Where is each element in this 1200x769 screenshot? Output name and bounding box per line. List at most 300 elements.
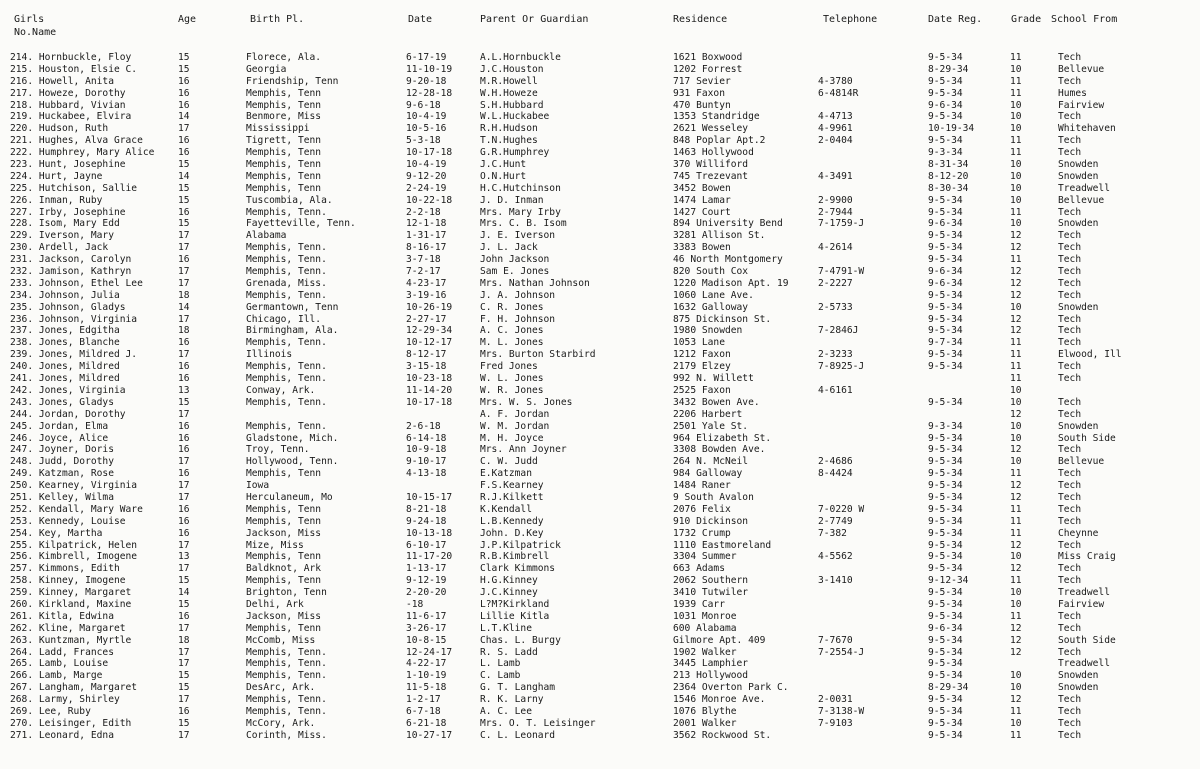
birth-place: Memphis, Tenn. [246,670,327,682]
residence: 2501 Yale St. [673,420,749,432]
residence: 46 North Montgomery [673,254,783,266]
parent-guardian: Chas. L. Burgy [480,634,561,646]
student-name: 245. Jordan, Elma [10,420,109,432]
date-registered: 9-6-34 [928,622,963,634]
telephone: 2-7944 [818,206,853,218]
grade: 11 [1010,206,1022,218]
birth-place: Memphis, Tenn [246,170,322,182]
school-from: Tech [1058,491,1082,503]
header-parent: Parent Or Guardian [480,14,589,25]
telephone: 2-2227 [818,277,853,289]
birth-place: Memphis, Tenn. [246,646,327,658]
birth-place: Mississippi [246,123,310,135]
residence: 3410 Tutwiler [673,587,749,599]
grade: 10 [1010,123,1022,135]
residence: 1474 Lamar [673,194,731,206]
birth-place: Florece, Ala. [246,52,322,63]
student-age: 17 [178,563,190,575]
parent-guardian: Mrs. O. T. Leisinger [480,717,596,729]
grade: 12 [1010,634,1022,646]
grade: 12 [1010,491,1022,503]
birth-place: Troy, Tenn. [246,444,310,456]
birth-place: Germantown, Tenn [246,301,339,313]
student-name: 244. Jordan, Dorothy [10,408,126,420]
birth-date: 3-19-16 [406,289,447,301]
telephone: 2-4686 [818,456,853,468]
birth-date: 11-17-20 [406,551,453,563]
student-age: 16 [178,527,190,539]
school-from: Snowden [1058,670,1099,682]
student-name: 233. Johnson, Ethel Lee [10,277,143,289]
student-age: 13 [178,551,190,563]
parent-guardian: C. W. Judd [480,456,538,468]
student-age: 16 [178,135,190,147]
school-from: Tech [1058,313,1082,325]
student-name: 230. Ardell, Jack [10,242,109,254]
parent-guardian: H.C.Hutchinson [480,182,561,194]
grade: 10 [1010,182,1022,194]
student-age: 15 [178,598,190,610]
parent-guardian: M. H. Joyce [480,432,544,444]
residence: 2001 Walker [673,717,737,729]
table-row [0,135,1200,147]
student-name: 251. Kelley, Wilma [10,491,114,503]
parent-guardian: S.H.Hubbard [480,99,544,111]
student-name: 229. Iverson, Mary [10,230,114,242]
school-from: Tech [1058,408,1082,420]
telephone: 2-0404 [818,135,853,147]
date-registered: 9-5-34 [928,444,963,456]
parent-guardian: L?M?Kirkland [480,598,550,610]
parent-guardian: J. A. Johnson [480,289,556,301]
student-name: 214. Hornbuckle, Floy [10,52,132,63]
telephone: 4-3491 [818,170,853,182]
grade: 10 [1010,111,1022,123]
parent-guardian: R.B.Kimbrell [480,551,550,563]
school-from: Treadwell [1058,587,1110,599]
school-from: Tech [1058,729,1082,741]
school-from: Tech [1058,539,1082,551]
residence: 2076 Felix [673,503,731,515]
date-registered: 8-12-20 [928,170,969,182]
birth-date: 5-3-18 [406,135,441,147]
school-from: Tech [1058,373,1082,385]
grade: 10 [1010,63,1022,75]
table-row [0,587,1200,599]
grade: 11 [1010,373,1022,385]
grade: 12 [1010,242,1022,254]
student-name: 248. Judd, Dorothy [10,456,114,468]
school-from: Elwood, Ill [1058,349,1122,361]
telephone: 7-0220 W [818,503,865,515]
student-name: 243. Jones, Gladys [10,396,114,408]
birth-place: Memphis, Tenn [246,99,322,111]
parent-guardian: F. H. Johnson [480,313,556,325]
school-from: Tech [1058,694,1082,706]
school-from: Tech [1058,325,1082,337]
birth-place: Corinth, Miss. [246,729,327,741]
telephone: 4-3780 [818,75,853,87]
grade: 11 [1010,468,1022,480]
birth-date: 10-5-16 [406,123,447,135]
student-age: 17 [178,480,190,492]
grade: 10 [1010,587,1022,599]
school-from: Treadwell [1058,182,1110,194]
school-from: Snowden [1058,420,1099,432]
date-registered: 9-5-34 [928,515,963,527]
parent-guardian: W. L. Jones [480,373,544,385]
date-registered: 9-5-34 [928,717,963,729]
grade: 10 [1010,194,1022,206]
table-row [0,480,1200,492]
birth-place: McCory, Ark. [246,717,316,729]
grade: 11 [1010,705,1022,717]
student-name: 227. Irby, Josephine [10,206,126,218]
student-name: 271. Leonard, Edna [10,729,114,741]
student-name: 226. Inman, Ruby [10,194,103,206]
student-age: 17 [178,313,190,325]
birth-place: Memphis, Tenn. [246,373,327,385]
residence: 9 South Avalon [673,491,754,503]
grade: 10 [1010,670,1022,682]
school-from: Bellevue [1058,194,1105,206]
telephone: 7-1759-J [818,218,865,230]
table-row [0,528,1200,540]
birth-date: 10-26-19 [406,301,453,313]
date-registered: 9-5-34 [928,301,963,313]
student-name: 258. Kinney, Imogene [10,575,126,587]
residence: 3452 Bowen [673,182,731,194]
date-registered: 9-5-34 [928,551,963,563]
birth-date: 12-24-17 [406,646,453,658]
student-name: 235. Johnson, Gladys [10,301,126,313]
school-from: Treadwell [1058,658,1110,670]
date-registered: 9-5-34 [928,313,963,325]
date-registered: 8-29-34 [928,63,969,75]
parent-guardian: G.R.Humphrey [480,147,550,159]
birth-place: Baldknot, Ark [246,563,322,575]
birth-place: Iowa [246,480,270,492]
grade: 11 [1010,503,1022,515]
date-registered: 9-5-34 [928,610,963,622]
student-age: 15 [178,194,190,206]
date-registered: 9-5-34 [928,539,963,551]
date-registered: 8-29-34 [928,682,969,694]
residence: 964 Elizabeth St. [673,432,772,444]
table-row [0,563,1200,575]
date-registered: 9-6-34 [928,218,963,230]
school-from: Tech [1058,337,1082,349]
birth-date: 9-10-17 [406,456,447,468]
student-name: 219. Huckabee, Elvira [10,111,132,123]
birth-place: Memphis, Tenn. [246,242,327,254]
date-registered: 9-5-34 [928,527,963,539]
date-registered: 9-5-34 [928,325,963,337]
student-name: 223. Hunt, Josephine [10,159,126,171]
student-age: 16 [178,254,190,266]
grade: 12 [1010,694,1022,706]
student-age: 17 [178,694,190,706]
table-row [0,159,1200,171]
student-name: 261. Kitla, Edwina [10,610,114,622]
table-row [0,88,1200,100]
birth-date: 10-9-18 [406,444,447,456]
school-from: Fairview [1058,598,1105,610]
birth-place: Memphis, Tenn. [246,658,327,670]
student-name: 231. Jackson, Carolyn [10,254,132,266]
grade: 12 [1010,408,1022,420]
table-row [0,100,1200,112]
date-registered: 9-5-34 [928,242,963,254]
student-age: 18 [178,289,190,301]
grade: 10 [1010,551,1022,563]
residence: 1732 Crump [673,527,731,539]
residence: 370 Williford [673,159,749,171]
grade: 10 [1010,396,1022,408]
grade: 10 [1010,432,1022,444]
table-row [0,171,1200,183]
student-name: 222. Humphrey, Mary Alice [10,147,155,159]
date-registered: 9-5-34 [928,87,963,99]
residence: 992 N. Willett [673,373,754,385]
table-row [0,76,1200,88]
table-row [0,111,1200,123]
table-row [0,147,1200,159]
date-registered: 9-5-34 [928,230,963,242]
residence: 1463 Hollywood [673,147,754,159]
grade: 11 [1010,75,1022,87]
school-from: Bellevue [1058,456,1105,468]
parent-guardian: M.R.Howell [480,75,538,87]
birth-place: Delhi, Ark [246,598,304,610]
residence: 894 University Bend [673,218,783,230]
birth-date: 10-4-19 [406,111,447,123]
student-age: 17 [178,123,190,135]
telephone: 2-0031 [818,694,853,706]
table-row [0,195,1200,207]
parent-guardian: K.Kendall [480,503,532,515]
date-registered: 9-5-34 [928,503,963,515]
birth-place: Memphis, Tenn. [246,337,327,349]
student-age: 16 [178,705,190,717]
birth-place: Memphis, Tenn [246,551,322,563]
table-row [0,504,1200,516]
school-from: Tech [1058,503,1082,515]
grade: 10 [1010,159,1022,171]
grade: 11 [1010,515,1022,527]
school-from: Tech [1058,277,1082,289]
birth-place: Benmore, Miss [246,111,322,123]
birth-date: 2-24-19 [406,182,447,194]
birth-date: 4-13-18 [406,468,447,480]
student-age: 16 [178,373,190,385]
student-age: 17 [178,646,190,658]
birth-date: 7-2-17 [406,266,441,278]
parent-guardian: J. L. Jack [480,242,538,254]
student-name: 253. Kennedy, Louise [10,515,126,527]
telephone: 2-5733 [818,301,853,313]
grade: 11 [1010,87,1022,99]
student-name: 246. Joyce, Alice [10,432,109,444]
student-age: 16 [178,468,190,480]
school-from: Tech [1058,480,1082,492]
residence: 1053 Lane [673,337,725,349]
table-row [0,647,1200,659]
grade: 10 [1010,384,1022,396]
student-age: 15 [178,717,190,729]
student-name: 262. Kline, Margaret [10,622,126,634]
residence: 2206 Harbert [673,408,743,420]
birth-date: 10-27-17 [406,729,453,741]
student-age: 16 [178,420,190,432]
student-name: 257. Kimmons, Edith [10,563,120,575]
date-registered: 9-5-34 [928,361,963,373]
birth-date: 8-21-18 [406,503,447,515]
table-row [0,456,1200,468]
parent-guardian: Mrs. C. B. Isom [480,218,567,230]
grade: 11 [1010,361,1022,373]
residence: 910 Dickinson [673,515,749,527]
school-from: Tech [1058,254,1082,266]
table-row [0,52,1200,64]
date-registered: 10-19-34 [928,123,975,135]
grade: 11 [1010,135,1022,147]
school-from: Cheynne [1058,527,1099,539]
student-name: 218. Hubbard, Vivian [10,99,126,111]
student-name: 236. Johnson, Virginia [10,313,138,325]
table-row [0,718,1200,730]
table-row [0,635,1200,647]
birth-date: 1-2-17 [406,694,441,706]
student-age: 18 [178,325,190,337]
header-school: School From [1051,14,1118,25]
date-registered: 9-5-34 [928,563,963,575]
birth-date: 3-7-18 [406,254,441,266]
parent-guardian: C. R. Jones [480,301,544,313]
header-residence: Residence [673,14,728,25]
parent-guardian: M. L. Jones [480,337,544,349]
residence: 663 Adams [673,563,725,575]
parent-guardian: A. F. Jordan [480,408,550,420]
birth-place: Alabama [246,230,287,242]
telephone: 2-3233 [818,349,853,361]
student-age: 15 [178,682,190,694]
grade: 12 [1010,539,1022,551]
student-age: 16 [178,206,190,218]
student-age: 17 [178,242,190,254]
telephone: 4-6161 [818,384,853,396]
residence: 1546 Monroe Ave. [673,694,766,706]
student-age: 16 [178,444,190,456]
table-row [0,218,1200,230]
residence: 1060 Lane Ave. [673,289,754,301]
telephone: 7-2554-J [818,646,865,658]
school-from: Tech [1058,575,1082,587]
telephone: 2-9900 [818,194,853,206]
student-age: 17 [178,729,190,741]
student-age: 17 [178,266,190,278]
student-age: 13 [178,384,190,396]
date-registered: 9-5-34 [928,52,963,63]
residence: 1980 Snowden [673,325,743,337]
school-from: Snowden [1058,301,1099,313]
student-age: 14 [178,587,190,599]
residence: 875 Dickinson St. [673,313,772,325]
birth-place: Brighton, Tenn [246,587,327,599]
date-registered: 9-5-34 [928,634,963,646]
date-registered: 9-5-34 [928,75,963,87]
table-row [0,670,1200,682]
header-name-line1: Girls [14,14,45,25]
birth-date: 11-5-18 [406,682,447,694]
school-from: South Side [1058,634,1116,646]
birth-place: Grenada, Miss. [246,277,327,289]
school-from: Tech [1058,563,1082,575]
parent-guardian: Fred Jones [480,361,538,373]
student-name: 239. Jones, Mildred J. [10,349,138,361]
student-name: 263. Kuntzman, Myrtle [10,634,132,646]
school-from: Snowden [1058,682,1099,694]
parent-guardian: A. C. Jones [480,325,544,337]
date-registered: 9-5-34 [928,491,963,503]
birth-place: Memphis, Tenn. [246,705,327,717]
table-row [0,385,1200,397]
grade: 10 [1010,301,1022,313]
telephone: 7-9103 [818,717,853,729]
birth-place: Jackson, Miss [246,610,322,622]
date-registered: 9-5-34 [928,135,963,147]
student-age: 14 [178,170,190,182]
student-name: 237. Jones, Edgitha [10,325,120,337]
residence: 1484 Raner [673,480,731,492]
residence: 1632 Galloway [673,301,749,313]
student-age: 17 [178,658,190,670]
residence: 600 Alabama [673,622,737,634]
table-row [0,254,1200,266]
birth-place: Memphis, Tenn [246,468,322,480]
table-row [0,551,1200,563]
birth-date: 1-31-17 [406,230,447,242]
parent-guardian: G. T. Langham [480,682,556,694]
student-name: 260. Kirkland, Maxine [10,598,132,610]
birth-date: 10-12-17 [406,337,453,349]
birth-date: 3-15-18 [406,361,447,373]
birth-date: 6-7-18 [406,705,441,717]
birth-place: Memphis, Tenn. [246,694,327,706]
residence: 1212 Faxon [673,349,731,361]
birth-place: Memphis, Tenn [246,147,322,159]
birth-date: 10-15-17 [406,491,453,503]
student-age: 14 [178,111,190,123]
birth-date: 6-17-19 [406,52,447,63]
student-age: 16 [178,99,190,111]
birth-place: Memphis, Tenn. [246,396,327,408]
parent-guardian: O.N.Hurt [480,170,527,182]
school-from: Bellevue [1058,63,1105,75]
birth-date: 8-12-17 [406,349,447,361]
student-name: 266. Lamb, Marge [10,670,103,682]
birth-date: 12-1-18 [406,218,447,230]
birth-date: 12-28-18 [406,87,453,99]
date-registered: 9-5-34 [928,729,963,741]
residence: 1353 Standridge [673,111,760,123]
birth-place: Mize, Miss [246,539,304,551]
table-row [0,516,1200,528]
parent-guardian: Lillie Kitla [480,610,550,622]
table-row [0,314,1200,326]
date-registered: 9-5-34 [928,456,963,468]
student-age: 16 [178,610,190,622]
